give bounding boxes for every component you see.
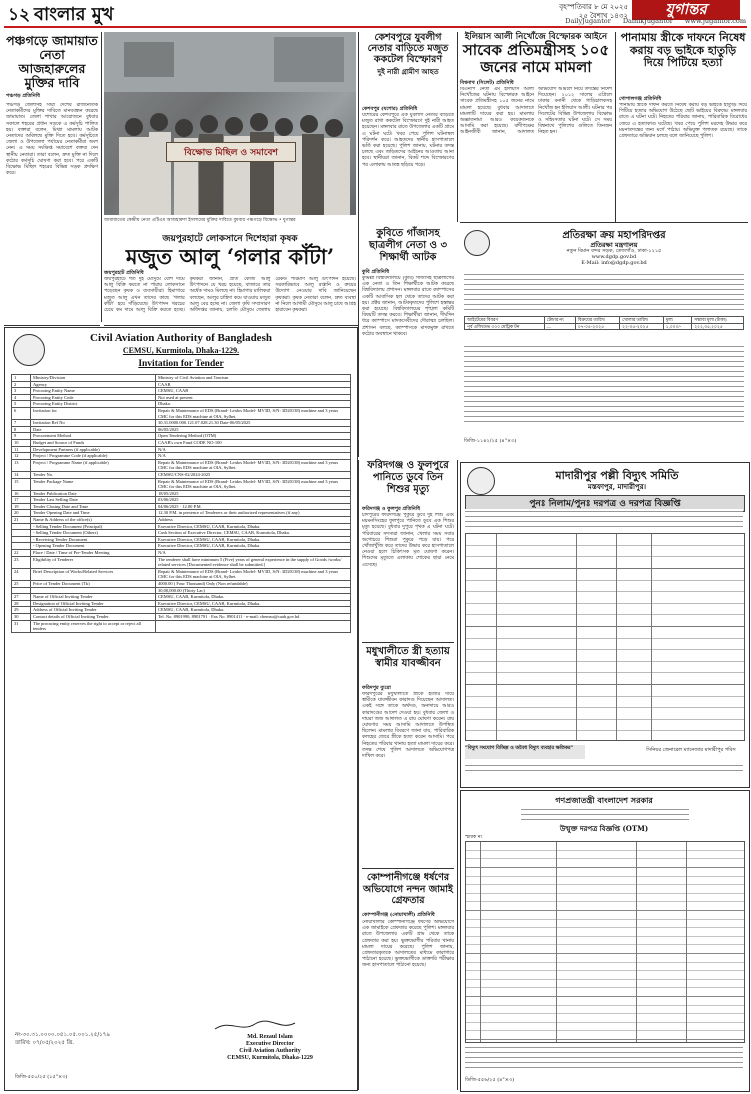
row-value: Repair & Maintenance of EDS (Brand- Leidos Model- MV3D, S/N: 3D20138) machine and 3 years CMC for this EDS machine at OIA, Sylhet.: [156, 407, 351, 419]
row-value: 03/06/2025: [156, 497, 351, 504]
rally-banner: বিক্ষোভ মিছিল ও সমাবেশ: [166, 142, 296, 162]
signer-title: Executive Director: [245, 1041, 295, 1047]
column-rule: [457, 460, 458, 1090]
story-body: জয়পুরহাটে গত দুই মৌসুমে বেশি দামে আলু বিক্রি করতে না পারায় লোকসানে পড়েছেন কৃষক ও ব্যবসায়ীরা। হিমাগারে মজুত আলু এখন তাদের কাছে ‘গলার কাঁটা’ হয়ে দাঁড়িয়েছে। উৎপাদন খরচের চেয়ে কম দামে আলু বিক্রি করতে হচ্ছে। কৃষকরা জানান, প্রতি কেজি আলু উৎপাদনে যে খরচ হয়েছে, বাজারে তার অর্ধেক দামও মিলছে না। হিমাগার মালিকরা বলছেন, আলুর চাহিদা কমে যাওয়ায় মজুত আলু বের হচ্ছে না। জেলা কৃষি সম্প্রসারণ অধিদপ্তর জানায়, চলতি মৌসুমে জেলায় রেকর্ড পরিমাণ আলু উৎপাদন হয়েছে। সরকারিভাবে আলু রপ্তানি ও ক্রয়ের উদ্যোগ নেওয়ার দাবি জানিয়েছেন কৃষকরা। কৃষক নেতারা বলেন, দ্রুত ব্যবস্থা না নিলে আগামী মৌসুমে আলু চাষে আগ্রহ হারাবেন কৃষকরা।: [104, 277, 356, 314]
table-row: [12, 394, 351, 401]
table-row: [12, 503, 351, 510]
row-label: Name of Official Inviting Tender: [31, 594, 156, 601]
story-drowning: [362, 460, 454, 496]
table-row: [12, 556, 351, 568]
row-rule: [460, 222, 748, 223]
row-label: Ministry/Division: [31, 375, 156, 382]
row-number: 20: [12, 510, 31, 517]
row-number: 29: [12, 607, 31, 614]
row-label: Eligibility of Tenderer: [31, 556, 156, 568]
row-value: N/A: [156, 550, 351, 557]
row-label: - Selling Tender Document (Others): [31, 530, 156, 537]
byline: ফরিদপুর ব্যুরো: [362, 685, 391, 691]
facebook-link[interactable]: DailyJugantor: [565, 17, 611, 25]
row-value: 4000.00 ( Four Thousand) Only (Non refundable): [156, 581, 351, 588]
row-number: 15: [12, 478, 31, 490]
row-number: 5: [12, 401, 31, 408]
row-number: 25: [12, 581, 31, 588]
row-number: 14: [12, 471, 31, 478]
row-number: 27: [12, 594, 31, 601]
row-label: Price of Tender Document (Tk): [31, 581, 156, 588]
row-value: The tenderer shall have minimum 5 (Five) years of general experience in the supply of Goods /works/ related services [Documented evidence shall be submitted.]: [156, 556, 351, 568]
story-panchagarh: [6, 34, 98, 274]
story-keshabpur: [362, 32, 454, 76]
headline: ফরিদগঞ্জ ও ফুলপুরে পানিতে ডুবে তিন শিশুর মৃত্যু: [367, 460, 449, 495]
story-ilias: [460, 32, 612, 76]
table-row: [12, 523, 351, 530]
row-value: CEMSU, CAAB, Kurmitola, Dhaka.: [156, 594, 351, 601]
table-row: [12, 426, 351, 433]
masthead: [0, 0, 751, 25]
byline: বিশ্বনাথ (সিলেট) প্রতিনিধি: [460, 80, 514, 86]
headline: কুবিতে গাঁজাসহ ছাত্রলীগ নেতা ও ৩ শিক্ষার্থী আটক: [369, 228, 447, 263]
ad-text-block: [464, 272, 744, 312]
table-row: [12, 517, 351, 524]
ad-text-block: [464, 344, 744, 424]
brand-logo: যুগান্তর: [632, 0, 740, 20]
table-cell: ০৭-০৫-২০২৫: [575, 323, 619, 330]
row-value: Executive Director, CEMSU, CAAB, Kurmitola, Dhaka.: [156, 600, 351, 607]
row-number: 2: [12, 381, 31, 388]
row-label: Procurement Method: [31, 433, 156, 440]
row-number: 10: [12, 439, 31, 446]
pbs-table: [465, 533, 745, 741]
row-label: Tender Closing Date and Time: [31, 503, 156, 510]
row-rule: [104, 325, 358, 326]
row-value: N/A: [156, 453, 351, 460]
row-label: Tender Publication Date: [31, 490, 156, 497]
table-header: সম্ভাব্য মূল্য (টাকা): [692, 317, 744, 324]
row-number: 1: [12, 375, 31, 382]
table-row: [12, 594, 351, 601]
table-cell: ২২-০৫-২০২৫: [620, 323, 664, 330]
row-number: 13: [12, 459, 31, 471]
table-cell: পূর্ব এফিডেভ ৩০০ মেট্রিক টন: [465, 323, 545, 330]
ad-footer-code: ডিজি-৫৫০/২৫ (১৫"×৩): [15, 1074, 68, 1080]
row-value: Executive Director, CEMSU, CAAB, Kurmitola, Dhaka.: [156, 536, 351, 543]
section-title: বাংলার মুখ: [34, 4, 114, 25]
table-header: বিক্রয়ের তারিখ: [575, 317, 619, 324]
headline: পঞ্চগড়ে জামায়াত নেতা আজহারুলের মুক্তির দাবি: [6, 33, 98, 90]
table-row: [12, 446, 351, 453]
ad-text-block: [521, 807, 689, 821]
row-value: Cash Section of Executive Director, CEMSU, CAAB, Kurmitola, Dhaka.: [156, 530, 351, 537]
row-number: 3: [12, 388, 31, 395]
row-rule: [4, 325, 100, 326]
row-number: 21: [12, 517, 31, 524]
ad-address: CEMSU, Kurmitola, Dhaka-1229.: [122, 346, 240, 355]
table-row: [12, 536, 351, 543]
headline: সাবেক প্রতিমন্ত্রীসহ ১০৫ জনের নামে মামলা: [462, 41, 610, 76]
row-number: 28: [12, 600, 31, 607]
row-label: Date: [31, 426, 156, 433]
table-row: [12, 453, 351, 460]
row-label: Contact details of Official Inviting Tender: [31, 613, 156, 620]
row-label: Procuring Entity District: [31, 401, 156, 408]
column-rule: [101, 32, 102, 322]
column-rule: [358, 460, 359, 1090]
twitter-link[interactable]: DainikJugantor: [622, 17, 673, 25]
row-value: CEMSU, CAAB: [156, 388, 351, 395]
row-label: Project / Programme Code (if applicable): [31, 453, 156, 460]
story-body: পঞ্চগড় জেলাসহ সারা দেশের রাজনৈতিক নেতাকর্মীদের মুক্তির দাবিতে মানববন্ধন করেছে জামায়াত। জেলা শাখার আয়োজনে বুধবার সকালে শহরের প্রধান সড়কে এ কর্মসূচি পালিত হয়। বক্তারা বলেন, মিথ্যা মামলায় আটক নেতাদের অবিলম্বে মুক্তি দিতে হবে। কর্মসূচিতে জেলা ও উপজেলা পর্যায়ের নেতাকর্মীরা অংশ নেন। এ সময় সংক্ষিপ্ত সমাবেশে বক্তব্য দেন স্থানীয় নেতারা। তারা বলেন, দ্রুত মুক্তি না দিলে কঠোর কর্মসূচি ঘোষণা করা হবে। পরে একটি বিক্ষোভ মিছিল শহরের বিভিন্ন সড়ক প্রদক্ষিণ করে।: [6, 103, 98, 177]
story-madhukhali: [362, 646, 454, 670]
row-label: Procuring Entity Name: [31, 388, 156, 395]
table-header-row: [465, 317, 744, 324]
table-row: [12, 497, 351, 504]
social-links: [480, 17, 746, 26]
story-body: কুমিল্লা বিশ্ববিদ্যালয়ে (কুবি) গাঁজাসহ ছাত্রলীগের এক নেতা ও তিন শিক্ষার্থীকে আটক করেছে বিশ্ববিদ্যালয় প্রশাসন। মঙ্গলবার রাতে ক্যাম্পাসের একটি আবাসিক হল থেকে তাদের আটক করা হয়। প্রক্টর জানান, আটককৃতদের পুলিশে হস্তান্তর করা হয়েছে। বিশ্ববিদ্যালয়ের শৃঙ্খলা কমিটি বিষয়টি তদন্ত করবে। শিক্ষার্থীরা জানান, দীর্ঘদিন ধরে ক্যাম্পাসে মাদকসেবীদের দৌরাত্ম্য চলছিল। প্রশাসন বলছে, ক্যাম্পাসকে মাদকমুক্ত রাখতে কঠোর অবস্থানে থাকবে।: [362, 276, 454, 337]
story-potato: [104, 234, 356, 269]
row-label: Development Partners (if applicable): [31, 446, 156, 453]
ad-title: গণপ্রজাতন্ত্রী বাংলাদেশ সরকার: [555, 795, 653, 805]
row-label: - Receiving Tender Document: [31, 536, 156, 543]
row-number: 4: [12, 394, 31, 401]
row-value: Repair & Maintenance of EDS (Brand- Leidos Model- MV3D, S/N: 3D20138) machine and 3 years CMC for this EDS machine at OIA, Sylhet.: [156, 478, 351, 490]
ad-footer-code: ডিজি-৫৫৬/২৫ (৪"×৩): [465, 1077, 515, 1083]
table-row: [12, 530, 351, 537]
row-value: Executive Director, CEMSU, CAAB, Kurmitola, Dhaka.: [156, 523, 351, 530]
table-cell: ১,০০০/-: [663, 323, 692, 330]
row-value: Open Tendering Method (OTM): [156, 433, 351, 440]
row-value: N/A: [156, 446, 351, 453]
row-label: Invitation Ref No: [31, 420, 156, 427]
kicker: জয়পুরহাটে লোকসানে দিশেহারা কৃষক: [162, 234, 298, 244]
row-label: Budget and Source of Funds: [31, 439, 156, 446]
column-rule: [615, 32, 616, 222]
row-label: Project / Programme Name (if applicable): [31, 459, 156, 471]
table-row: [12, 407, 351, 419]
ad-footer-code: ডিজি-১১৪২/২৫ (৪"×৩): [464, 438, 517, 444]
headline: মধুখালীতে স্ত্রী হত্যায় স্বামীর যাবজ্জীবন: [366, 646, 450, 669]
headline: কেশবপুরে যুবলীগ নেতার বাড়িতে মজুত ককটেল বিস্ফোরণ: [367, 32, 449, 65]
row-number: [12, 543, 31, 550]
signer-name: Md. Rezaul Islam: [247, 1034, 293, 1040]
headline: মজুত আলু ‘গলার কাঁটা’: [125, 244, 335, 269]
row-value: [156, 620, 351, 632]
row-label: Place / Date / Time of Pre-Tender Meeting: [31, 550, 156, 557]
pbs-logo-icon: [467, 467, 495, 495]
masthead-divider: [4, 26, 747, 28]
ad-heading: Invitation for Tender: [138, 359, 224, 369]
row-number: 12: [12, 453, 31, 460]
ad-website[interactable]: www.dgdp.gov.bd: [591, 254, 637, 260]
crowd-illustration: [104, 32, 356, 215]
row-number: 23: [12, 556, 31, 568]
table-header: টেন্ডার নং: [544, 317, 575, 324]
row-number: [12, 536, 31, 543]
table-row: [12, 600, 351, 607]
table-row: [12, 420, 351, 427]
subheadline: দুই নারী গ্রামীণ আহত: [377, 67, 439, 76]
row-value: Ministry of Civil Aviation and Tourism: [156, 375, 351, 382]
row-value: CEMSU/CNS-02/2024-2025: [156, 471, 351, 478]
row-label: Name & Address of the office(s): [31, 517, 156, 524]
ad-text-block: [465, 763, 743, 775]
row-value: 30.31.0000.000.121.07.028.21.30 Date-06/05/2025: [156, 420, 351, 427]
table-row: [12, 471, 351, 478]
story-body: যশোরের কেশবপুরে এক যুবলীগ নেতার বাড়িতে মজুত রাখা ককটেল বিস্ফোরণে দুই নারী আহত হয়েছেন। মঙ্গলবার রাতে উপজেলার একটি গ্রামে এ ঘটনা ঘটে। খবর পেয়ে পুলিশ ঘটনাস্থল পরিদর্শন করে। আহতদের স্থানীয় হাসপাতালে ভর্তি করা হয়েছে। পুলিশ জানায়, ঘটনার তদন্ত চলছে এবং জড়িতদের আইনের আওতায় আনা হবে। স্থানীয়রা জানান, বিকট শব্দে বিস্ফোরণের পর এলাকায় আতঙ্ক ছড়িয়ে পড়ে।: [362, 113, 454, 168]
kicker: ইলিয়াস আলী নিখোঁজে বিস্ফোরক আইনে: [464, 32, 608, 42]
byline: কুবি প্রতিনিধি: [362, 269, 390, 275]
story-body: নোয়াখালীর কোম্পানীগঞ্জে ধর্ষণের অভিযোগে এক জামাইকে গ্রেফতার করেছে পুলিশ। মঙ্গলবার রাতে উপজেলার একটি গ্রাম থেকে তাকে গ্রেফতার করা হয়। ভুক্তভোগীর পরিবার থানায় মামলা দায়ের করেছে। পুলিশ জানায়, গ্রেফতারকৃতকে আদালতের মাধ্যমে কারাগারে পাঠানো হয়েছে। ভুক্তভোগীকে ডাক্তারি পরীক্ষার জন্য হাসপাতালে পাঠানো হয়েছে।: [362, 920, 454, 969]
byline: গোপালগঞ্জ প্রতিনিধি: [619, 96, 662, 102]
caab-logo-icon: [13, 334, 45, 366]
row-value: 12.30 P.M. in presence of Tenderers or their authorized representatives (if any): [156, 510, 351, 517]
ad-text-block: [465, 1045, 743, 1071]
table-cell: —: [544, 323, 575, 330]
row-label: Tender Opening Date and Time: [31, 510, 156, 517]
table-row: [12, 478, 351, 490]
row-number: 31: [12, 620, 31, 632]
table-header: খোলার তারিখ: [620, 317, 664, 324]
row-label: - Selling Tender Document (Principal): [31, 523, 156, 530]
column-rule: [457, 32, 458, 222]
table-row: [12, 543, 351, 550]
row-number: 24: [12, 568, 31, 580]
table-row: [12, 490, 351, 497]
table-row: [12, 587, 351, 594]
row-number: [12, 530, 31, 537]
row-number: [12, 587, 31, 594]
page-number: ১২: [8, 5, 31, 25]
story-panama: [619, 32, 747, 70]
headline: কোম্পানীগঞ্জে ধর্ষণের অভিযোগে নন্দন জামাই গ্রেফতার: [363, 872, 453, 906]
row-label: The procuring entity reserves the right to accept or reject all tenders: [31, 620, 156, 632]
ad-text-block: [465, 509, 743, 531]
byline: কোম্পানীগঞ্জ (নোয়াখালী) প্রতিনিধি: [362, 912, 435, 918]
byline: কেশবপুর (যশোর) প্রতিনিধি: [362, 106, 418, 112]
table-cell: ২২২,৩৫,২০২৫: [692, 323, 744, 330]
row-label: Invitation for: [31, 407, 156, 419]
row-number: 30: [12, 613, 31, 620]
story-kubi: [362, 228, 454, 264]
ad-address: মস্তফাপুর, মাদারীপুর।: [587, 482, 647, 491]
signature: [195, 1018, 345, 1032]
table-row: [12, 613, 351, 620]
row-value: Tel. No. 8901990, 8901791 · Fax No. 8901411 · e-mail: cbemsu@caab.gov.bd: [156, 613, 351, 620]
row-value: 04/06/2025 · 12.00 P.M.: [156, 503, 351, 510]
row-label: Agency: [31, 381, 156, 388]
row-rule: [362, 642, 454, 643]
row-label: Tender Package Name: [31, 478, 156, 490]
story-body: ফরিদপুরের মধুখালীতে স্ত্রীকে হত্যার দায়ে স্বামীকে যাবজ্জীবন কারাদণ্ড দিয়েছেন আদালত। একই সঙ্গে তাকে অর্থদণ্ড, অনাদায়ে আরও কারাদণ্ডের আদেশ দেওয়া হয়। বুধবার জেলা ও দায়রা জজ আদালত এ রায় ঘোষণা করেন। রায় ঘোষণার সময় আসামি আদালতে উপস্থিত ছিলেন। মামলার বিবরণে জানা যায়, পারিবারিক কলহের জেরে স্ত্রীকে হত্যা করেন আসামি। পরে নিহতের পরিবার থানায় হত্যা মামলা দায়ের করে। তদন্ত শেষে পুলিশ আদালতে অভিযোগপত্র দাখিল করে।: [362, 692, 454, 760]
row-number: 8: [12, 426, 31, 433]
table-row: [12, 439, 351, 446]
table-row: [12, 620, 351, 632]
table-row: [12, 381, 351, 388]
row-number: 9: [12, 433, 31, 440]
byline: পঞ্চগড় প্রতিনিধি: [6, 93, 40, 99]
ad-title: প্রতিরক্ষা ক্রয় মহাপরিদপ্তর: [562, 230, 666, 241]
row-value: CAAB: [156, 381, 351, 388]
row-value: Dhaka.: [156, 401, 351, 408]
table-row: [465, 323, 744, 330]
story-body: বিএনপি নেতা এম ইলিয়াস আলী নিখোঁজের ঘটনায় বিস্ফোরক আইনে সাবেক প্রতিমন্ত্রীসহ ১০৫ জনের নামে মামলা হয়েছে। বুধবার আদালতে মামলাটি দায়ের করা হয়। মামলায় অজ্ঞাতনামা আরও কয়েকজনকে আসামি করা হয়েছে। বাদীপক্ষের আইনজীবী জানান, আদালত অভিযোগ আমলে নিয়ে তদন্তের নির্দেশ দিয়েছেন। ২০১২ সালের এপ্রিলে ঢাকার বনানী থেকে গাড়িচালকসহ নিখোঁজ হন ইলিয়াস আলী। ঘটনার পর সিলেটের বিভিন্ন উপজেলায় বিক্ষোভ ও সহিংসতার ঘটনা ঘটে। সে সময় বিশ্বনাথে পুলিশের গুলিতে তিনজন নিহত হন।: [460, 87, 612, 136]
tender-table: [11, 374, 351, 633]
ad-subtitle: প্রতিরক্ষা মন্ত্রণালয়: [590, 241, 638, 249]
row-value: 18/05/2025: [156, 490, 351, 497]
ad-defense-purchase: [460, 226, 748, 458]
table-header: আইটেমের বিবরণ: [465, 317, 545, 324]
ref-label: স্মারক নং: [465, 835, 483, 840]
otm-table: [465, 841, 745, 1043]
row-value: Executive Director, CEMSU, CAAB, Kurmitola, Dhaka.: [156, 543, 351, 550]
row-label: Address of Official Inviting Tender: [31, 607, 156, 614]
ad-title: মাদারীপুর পল্লী বিদ্যুৎ সমিতি: [555, 469, 679, 482]
ad-signer: সিনিয়র জেনারেল ম্যানেজার মাদারীপুর পবিস: [646, 747, 736, 753]
row-label: Designation of Official Inviting Tender: [31, 600, 156, 607]
row-value: 06/05/2025: [156, 426, 351, 433]
row-number: [12, 523, 31, 530]
table-row: [12, 459, 351, 471]
ad-gov-otm: [460, 790, 750, 1092]
row-value: Address: [156, 517, 351, 524]
ref-date: তারিখ: ০৭/০৫/২০২৫ খ্রি.: [15, 1040, 74, 1046]
ad-caab-tender: [4, 327, 358, 1091]
row-value: CEMSU, CAAB, Kurmitola, Dhaka.: [156, 607, 351, 614]
row-number: 7: [12, 420, 31, 427]
ad-heading: উন্মুক্ত দরপত্র বিজ্ঞপ্তি (OTM): [559, 824, 649, 833]
ref-number: নং-৩০.৩১.০০০০.০৫১.০৫.০০১.২৫/১৭৯: [15, 1032, 110, 1038]
row-value: CAAB's own Fund CODE NO-100: [156, 439, 351, 446]
table-row: [12, 550, 351, 557]
row-label: Brief Description of Works/Related Services: [31, 568, 156, 580]
emblem-icon: [464, 230, 490, 256]
story-companiganj: [362, 872, 454, 907]
ad-address: নতুন বিমান বন্দর সড়ক, তেজগাঁও, ঢাকা-১২১৫: [566, 248, 662, 254]
row-label: - Opening Tender Document: [31, 543, 156, 550]
row-value: Repair & Maintenance of EDS (Brand- Leidos Model- MV3D, S/N: 3D20138) machine and 3 years CMC for this EDS machine at OIA, Sylhet.: [156, 459, 351, 471]
row-number: 6: [12, 407, 31, 419]
row-rule: [362, 868, 454, 869]
ad-email[interactable]: E-Mail: info@dgdp.gov.bd: [581, 260, 647, 266]
date-line-2: ২৫ বৈশাখ ১৪৩২: [578, 12, 628, 20]
ad-table: [464, 316, 744, 330]
row-value: Repair & Maintenance of EDS (Brand- Leidos Model- MV3D, S/N: 3D20138) machine and 3 years CMC for this EDS machine at OIA, Sylhet.: [156, 568, 351, 580]
row-value: Not used at present: [156, 394, 351, 401]
security-amount: 30,00,000.00 (Thirty Lac): [156, 587, 351, 594]
byline: ফরিদগঞ্জ ও ফুলপুর প্রতিনিধি: [362, 506, 420, 512]
news-photo-rally: [104, 32, 356, 215]
ad-madaripur-pbs: [460, 462, 750, 788]
story-body: পানামায় স্ত্রীকে দাফন করতে নিষেধ করায় বড় ভাইকে হাতুড়ি দিয়ে পিটিয়ে হত্যার অভিযোগ উঠেছে ছোট ভাইয়ের বিরুদ্ধে। মঙ্গলবার রাতে এ ঘটনা ঘটে। নিহতের পরিবার জানায়, পারিবারিক বিরোধের জেরে এ হত্যাকাণ্ড ঘটেছে। খবর পেয়ে পুলিশ মরদেহ উদ্ধার করে ময়নাতদন্তের জন্য মর্গে পাঠায়। অভিযুক্ত পলাতক রয়েছে। তাকে গ্রেফতারে অভিযান চলছে বলে জানিয়েছে পুলিশ।: [619, 103, 747, 140]
row-label: Tender Last Selling Date: [31, 497, 156, 504]
date-line-1: বৃহস্পতিবার ৮ মে ২০২৫: [559, 3, 628, 11]
ad-title: Civil Aviation Authority of Bangladesh: [90, 332, 272, 344]
row-number: 19: [12, 503, 31, 510]
table-row: [12, 607, 351, 614]
table-row: [12, 375, 351, 382]
row-label: Procuring Entity Code: [31, 394, 156, 401]
row-number: 11: [12, 446, 31, 453]
row-number: 22: [12, 550, 31, 557]
story-body: চাঁদপুরের ফরিদগঞ্জে পুকুরে ডুবে দুই শিশু এবং ময়মনসিংহের ফুলপুরে পানিতে ডুবে এক শিশুর মৃত্যু হয়েছে। বুধবার দুপুরে পৃথক এ ঘটনা ঘটে। পরিবারের সদস্যরা জানান, খেলার সময় সবার অগোচরে শিশুরা পুকুরে পড়ে যায়। পরে খোঁজাখুঁজি করে তাদের উদ্ধার করে হাসপাতালে নেওয়া হলে চিকিৎসক মৃত ঘোষণা করেন। শিশুদের মৃত্যুতে এলাকায় শোকের ছায়া নেমে এসেছে।: [362, 513, 454, 568]
signer-org: Civil Aviation Authority: [239, 1048, 301, 1054]
table-row: [12, 581, 351, 588]
row-number: 16: [12, 490, 31, 497]
row-label: Tender No.: [31, 471, 156, 478]
ad-heading: পুনঃ নিলাম/পুনঃ দরপত্র ও দরপত্র বিজ্ঞপ্তি: [465, 495, 745, 512]
table-row: [12, 568, 351, 580]
headline: পানামায় স্ত্রীকে দাফনে নিষেধ করায় বড় ভাইকে হাতুড়ি দিয়ে পিটিয়ে হত্যা: [620, 31, 746, 69]
table-row: [12, 388, 351, 395]
photo-caption: জামায়াতের কেন্দ্রীয় নেতা এটিএম আজহারুল ইসলামের মুক্তির দাবিতে বুধবার পঞ্চগড়ে বিক্ষোভ • যুগান্তর: [104, 218, 296, 223]
column-rule: [358, 32, 359, 457]
table-header: মূল্য: [663, 317, 692, 324]
website-link[interactable]: www.jugantor.com: [684, 17, 746, 25]
signer-address: CEMSU, Kurmitola, Dhaka-1229: [227, 1055, 313, 1061]
table-row: [12, 433, 351, 440]
table-row: [12, 510, 351, 517]
byline: জয়পুরহাট প্রতিনিধি: [104, 270, 144, 276]
slogan-box: "বিদ্যুৎ সংযোগ বিচ্ছিন্ন ও অবৈধ বিদ্যুৎ ব্যবহার ক্ষতিকর": [465, 745, 585, 759]
table-row: [12, 401, 351, 408]
row-label: [31, 587, 156, 594]
row-number: 17: [12, 497, 31, 504]
